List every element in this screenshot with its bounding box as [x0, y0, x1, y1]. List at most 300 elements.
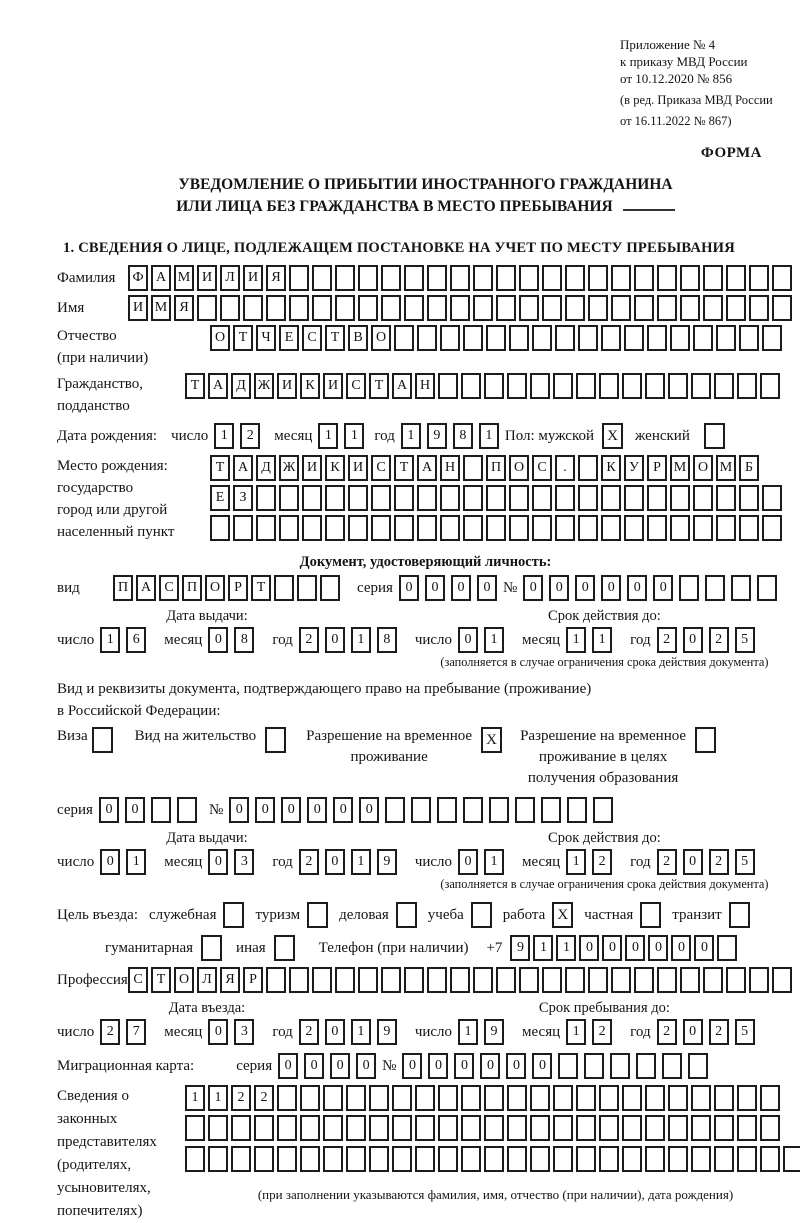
char-cell[interactable] — [688, 1053, 708, 1079]
char-cell[interactable] — [323, 1115, 343, 1141]
char-cell[interactable] — [463, 455, 483, 481]
char-cell[interactable]: 6 — [126, 627, 146, 653]
char-cell[interactable] — [622, 1085, 642, 1111]
char-cell[interactable] — [274, 575, 294, 601]
char-cell[interactable] — [576, 1085, 596, 1111]
char-cell[interactable] — [450, 265, 470, 291]
char-cell[interactable] — [302, 515, 322, 541]
char-cell[interactable] — [772, 967, 792, 993]
char-cell[interactable]: 0 — [627, 575, 647, 601]
char-cell[interactable] — [392, 1115, 412, 1141]
char-cell[interactable] — [289, 967, 309, 993]
char-cell[interactable]: С — [371, 455, 391, 481]
char-cell[interactable]: С — [346, 373, 366, 399]
char-cell[interactable]: 2 — [299, 627, 319, 653]
char-cell[interactable] — [266, 967, 286, 993]
char-cell[interactable] — [565, 967, 585, 993]
char-cell[interactable] — [762, 485, 782, 511]
char-cell[interactable] — [530, 1146, 550, 1172]
char-cell[interactable] — [553, 373, 573, 399]
char-cell[interactable]: К — [300, 373, 320, 399]
char-cell[interactable]: 2 — [709, 849, 729, 875]
char-cell[interactable] — [714, 1146, 734, 1172]
char-cell[interactable]: О — [205, 575, 225, 601]
char-cell[interactable]: Н — [415, 373, 435, 399]
char-cell[interactable] — [553, 1146, 573, 1172]
char-cell[interactable] — [484, 1115, 504, 1141]
char-cell[interactable]: 1 — [351, 849, 371, 875]
char-cell[interactable] — [348, 515, 368, 541]
char-cell[interactable] — [279, 485, 299, 511]
char-cell[interactable] — [415, 1085, 435, 1111]
char-cell[interactable]: 2 — [592, 849, 612, 875]
char-cell[interactable] — [542, 967, 562, 993]
char-cell[interactable]: 0 — [683, 627, 703, 653]
purpose-private-checkbox[interactable] — [640, 902, 661, 928]
char-cell[interactable] — [624, 325, 644, 351]
char-cell[interactable]: И — [323, 373, 343, 399]
char-cell[interactable] — [427, 265, 447, 291]
char-cell[interactable] — [645, 1085, 665, 1111]
char-cell[interactable] — [233, 515, 253, 541]
char-cell[interactable]: Б — [739, 455, 759, 481]
char-cell[interactable] — [210, 515, 230, 541]
char-cell[interactable] — [297, 575, 317, 601]
char-cell[interactable]: 0 — [602, 935, 622, 961]
char-cell[interactable] — [440, 325, 460, 351]
char-cell[interactable] — [714, 1115, 734, 1141]
char-cell[interactable] — [381, 967, 401, 993]
char-cell[interactable] — [484, 373, 504, 399]
char-cell[interactable] — [279, 515, 299, 541]
char-cell[interactable]: 5 — [735, 1019, 755, 1045]
char-cell[interactable] — [486, 485, 506, 511]
char-cell[interactable]: 0 — [477, 575, 497, 601]
char-cell[interactable]: 3 — [234, 1019, 254, 1045]
char-cell[interactable] — [599, 1085, 619, 1111]
char-cell[interactable]: 0 — [425, 575, 445, 601]
char-cell[interactable]: 2 — [709, 627, 729, 653]
char-cell[interactable] — [438, 1115, 458, 1141]
char-cell[interactable]: Ж — [254, 373, 274, 399]
char-cell[interactable]: 0 — [625, 935, 645, 961]
gender-male-checkbox[interactable]: X — [602, 423, 623, 449]
char-cell[interactable] — [716, 325, 736, 351]
char-cell[interactable]: Т — [210, 455, 230, 481]
char-cell[interactable] — [691, 1085, 711, 1111]
char-cell[interactable]: 2 — [254, 1085, 274, 1111]
char-cell[interactable]: 1 — [351, 1019, 371, 1045]
char-cell[interactable] — [185, 1115, 205, 1141]
char-cell[interactable] — [243, 295, 263, 321]
char-cell[interactable] — [634, 265, 654, 291]
char-cell[interactable] — [717, 935, 737, 961]
char-cell[interactable]: О — [210, 325, 230, 351]
char-cell[interactable] — [611, 967, 631, 993]
char-cell[interactable] — [783, 1146, 800, 1172]
char-cell[interactable]: 0 — [683, 849, 703, 875]
char-cell[interactable] — [335, 295, 355, 321]
char-cell[interactable] — [645, 1115, 665, 1141]
char-cell[interactable] — [693, 485, 713, 511]
char-cell[interactable] — [714, 1085, 734, 1111]
char-cell[interactable] — [555, 515, 575, 541]
char-cell[interactable] — [486, 325, 506, 351]
char-cell[interactable]: 1 — [208, 1085, 228, 1111]
char-cell[interactable] — [542, 265, 562, 291]
char-cell[interactable]: С — [532, 455, 552, 481]
char-cell[interactable] — [509, 485, 529, 511]
char-cell[interactable] — [358, 265, 378, 291]
char-cell[interactable] — [558, 1053, 578, 1079]
char-cell[interactable] — [647, 515, 667, 541]
char-cell[interactable]: 0 — [579, 935, 599, 961]
char-cell[interactable]: К — [601, 455, 621, 481]
char-cell[interactable] — [358, 967, 378, 993]
char-cell[interactable] — [601, 485, 621, 511]
char-cell[interactable] — [325, 485, 345, 511]
char-cell[interactable] — [739, 485, 759, 511]
char-cell[interactable]: 0 — [458, 627, 478, 653]
char-cell[interactable] — [553, 1085, 573, 1111]
char-cell[interactable]: А — [417, 455, 437, 481]
char-cell[interactable] — [509, 325, 529, 351]
char-cell[interactable] — [541, 797, 561, 823]
char-cell[interactable] — [762, 515, 782, 541]
char-cell[interactable] — [427, 967, 447, 993]
char-cell[interactable] — [578, 325, 598, 351]
char-cell[interactable]: М — [716, 455, 736, 481]
char-cell[interactable] — [300, 1115, 320, 1141]
char-cell[interactable]: 8 — [234, 627, 254, 653]
char-cell[interactable] — [254, 1146, 274, 1172]
char-cell[interactable] — [584, 1053, 604, 1079]
char-cell[interactable]: 1 — [351, 627, 371, 653]
char-cell[interactable] — [772, 265, 792, 291]
char-cell[interactable]: 0 — [356, 1053, 376, 1079]
char-cell[interactable]: 9 — [427, 423, 447, 449]
char-cell[interactable]: О — [371, 325, 391, 351]
char-cell[interactable]: С — [302, 325, 322, 351]
char-cell[interactable] — [385, 797, 405, 823]
char-cell[interactable] — [463, 485, 483, 511]
char-cell[interactable] — [691, 1115, 711, 1141]
char-cell[interactable] — [588, 967, 608, 993]
char-cell[interactable] — [415, 1115, 435, 1141]
char-cell[interactable]: И — [197, 265, 217, 291]
char-cell[interactable]: 0 — [575, 575, 595, 601]
char-cell[interactable]: 0 — [648, 935, 668, 961]
char-cell[interactable]: 1 — [566, 1019, 586, 1045]
char-cell[interactable] — [484, 1085, 504, 1111]
char-cell[interactable] — [565, 265, 585, 291]
char-cell[interactable] — [438, 1085, 458, 1111]
char-cell[interactable] — [411, 797, 431, 823]
char-cell[interactable] — [463, 325, 483, 351]
char-cell[interactable]: 1 — [100, 627, 120, 653]
char-cell[interactable]: 0 — [480, 1053, 500, 1079]
char-cell[interactable] — [461, 1115, 481, 1141]
char-cell[interactable]: 1 — [318, 423, 338, 449]
char-cell[interactable] — [266, 295, 286, 321]
char-cell[interactable]: 2 — [657, 627, 677, 653]
char-cell[interactable] — [555, 485, 575, 511]
char-cell[interactable]: 1 — [566, 627, 586, 653]
char-cell[interactable]: И — [348, 455, 368, 481]
char-cell[interactable] — [177, 797, 197, 823]
char-cell[interactable] — [578, 485, 598, 511]
char-cell[interactable] — [208, 1115, 228, 1141]
char-cell[interactable]: 5 — [735, 627, 755, 653]
char-cell[interactable] — [254, 1115, 274, 1141]
char-cell[interactable]: 9 — [377, 1019, 397, 1045]
char-cell[interactable]: М — [670, 455, 690, 481]
char-cell[interactable] — [507, 1146, 527, 1172]
char-cell[interactable] — [484, 1146, 504, 1172]
char-cell[interactable]: 0 — [399, 575, 419, 601]
char-cell[interactable] — [679, 575, 699, 601]
char-cell[interactable] — [576, 1115, 596, 1141]
char-cell[interactable] — [277, 1115, 297, 1141]
char-cell[interactable] — [668, 373, 688, 399]
char-cell[interactable] — [622, 373, 642, 399]
char-cell[interactable] — [624, 515, 644, 541]
char-cell[interactable] — [473, 265, 493, 291]
purpose-business-checkbox[interactable] — [396, 902, 417, 928]
char-cell[interactable] — [647, 485, 667, 511]
char-cell[interactable] — [392, 1085, 412, 1111]
char-cell[interactable] — [737, 373, 757, 399]
char-cell[interactable]: 0 — [307, 797, 327, 823]
char-cell[interactable] — [463, 515, 483, 541]
char-cell[interactable]: И — [277, 373, 297, 399]
char-cell[interactable] — [197, 295, 217, 321]
char-cell[interactable]: 1 — [458, 1019, 478, 1045]
char-cell[interactable] — [335, 967, 355, 993]
char-cell[interactable]: 0 — [100, 849, 120, 875]
char-cell[interactable]: 0 — [333, 797, 353, 823]
char-cell[interactable] — [611, 295, 631, 321]
char-cell[interactable]: 2 — [240, 423, 260, 449]
char-cell[interactable]: 1 — [479, 423, 499, 449]
char-cell[interactable] — [381, 295, 401, 321]
char-cell[interactable] — [703, 295, 723, 321]
char-cell[interactable]: 0 — [454, 1053, 474, 1079]
char-cell[interactable]: 8 — [377, 627, 397, 653]
char-cell[interactable]: 0 — [359, 797, 379, 823]
char-cell[interactable] — [312, 265, 332, 291]
char-cell[interactable] — [576, 373, 596, 399]
char-cell[interactable] — [760, 1115, 780, 1141]
char-cell[interactable]: 2 — [299, 849, 319, 875]
char-cell[interactable]: 0 — [208, 849, 228, 875]
char-cell[interactable] — [588, 295, 608, 321]
char-cell[interactable]: И — [128, 295, 148, 321]
char-cell[interactable]: 0 — [458, 849, 478, 875]
char-cell[interactable]: 0 — [671, 935, 691, 961]
char-cell[interactable]: 0 — [325, 1019, 345, 1045]
char-cell[interactable]: 0 — [255, 797, 275, 823]
visa-checkbox[interactable] — [92, 727, 113, 753]
char-cell[interactable] — [576, 1146, 596, 1172]
char-cell[interactable] — [624, 485, 644, 511]
char-cell[interactable] — [716, 515, 736, 541]
char-cell[interactable] — [220, 295, 240, 321]
char-cell[interactable] — [438, 1146, 458, 1172]
char-cell[interactable] — [530, 373, 550, 399]
char-cell[interactable] — [693, 515, 713, 541]
char-cell[interactable]: Р — [228, 575, 248, 601]
char-cell[interactable]: И — [302, 455, 322, 481]
char-cell[interactable] — [668, 1085, 688, 1111]
char-cell[interactable] — [716, 485, 736, 511]
char-cell[interactable]: 0 — [125, 797, 145, 823]
char-cell[interactable] — [256, 485, 276, 511]
char-cell[interactable] — [737, 1146, 757, 1172]
char-cell[interactable] — [289, 295, 309, 321]
char-cell[interactable]: Т — [233, 325, 253, 351]
char-cell[interactable] — [553, 1115, 573, 1141]
char-cell[interactable] — [680, 967, 700, 993]
char-cell[interactable] — [394, 325, 414, 351]
char-cell[interactable]: 1 — [592, 627, 612, 653]
char-cell[interactable]: 1 — [126, 849, 146, 875]
char-cell[interactable] — [532, 515, 552, 541]
temp-residence-checkbox[interactable]: X — [481, 727, 502, 753]
char-cell[interactable] — [369, 1146, 389, 1172]
char-cell[interactable] — [185, 1146, 205, 1172]
char-cell[interactable] — [657, 265, 677, 291]
char-cell[interactable] — [348, 485, 368, 511]
char-cell[interactable]: Д — [256, 455, 276, 481]
char-cell[interactable] — [358, 295, 378, 321]
char-cell[interactable]: И — [243, 265, 263, 291]
char-cell[interactable] — [703, 967, 723, 993]
char-cell[interactable] — [555, 325, 575, 351]
char-cell[interactable]: 0 — [304, 1053, 324, 1079]
char-cell[interactable] — [473, 967, 493, 993]
char-cell[interactable]: Т — [394, 455, 414, 481]
char-cell[interactable]: 1 — [214, 423, 234, 449]
char-cell[interactable] — [394, 515, 414, 541]
char-cell[interactable] — [662, 1053, 682, 1079]
char-cell[interactable] — [670, 485, 690, 511]
char-cell[interactable]: О — [509, 455, 529, 481]
char-cell[interactable]: Д — [231, 373, 251, 399]
char-cell[interactable]: 1 — [401, 423, 421, 449]
char-cell[interactable] — [599, 1115, 619, 1141]
char-cell[interactable] — [739, 325, 759, 351]
char-cell[interactable]: 0 — [281, 797, 301, 823]
char-cell[interactable] — [691, 373, 711, 399]
gender-female-checkbox[interactable] — [704, 423, 725, 449]
char-cell[interactable]: 9 — [377, 849, 397, 875]
char-cell[interactable] — [772, 295, 792, 321]
char-cell[interactable]: А — [151, 265, 171, 291]
char-cell[interactable]: С — [128, 967, 148, 993]
char-cell[interactable]: 0 — [549, 575, 569, 601]
char-cell[interactable] — [346, 1115, 366, 1141]
char-cell[interactable]: Т — [325, 325, 345, 351]
char-cell[interactable]: П — [486, 455, 506, 481]
char-cell[interactable] — [762, 325, 782, 351]
char-cell[interactable]: 0 — [523, 575, 543, 601]
char-cell[interactable]: 2 — [100, 1019, 120, 1045]
char-cell[interactable] — [208, 1146, 228, 1172]
char-cell[interactable] — [371, 515, 391, 541]
char-cell[interactable]: К — [325, 455, 345, 481]
char-cell[interactable] — [277, 1085, 297, 1111]
char-cell[interactable]: 1 — [484, 849, 504, 875]
char-cell[interactable] — [461, 373, 481, 399]
char-cell[interactable]: Е — [279, 325, 299, 351]
char-cell[interactable] — [691, 1146, 711, 1172]
char-cell[interactable] — [749, 265, 769, 291]
char-cell[interactable] — [578, 455, 598, 481]
char-cell[interactable] — [565, 295, 585, 321]
char-cell[interactable]: Ч — [256, 325, 276, 351]
char-cell[interactable] — [680, 295, 700, 321]
char-cell[interactable] — [599, 373, 619, 399]
char-cell[interactable] — [726, 265, 746, 291]
char-cell[interactable]: . — [555, 455, 575, 481]
char-cell[interactable]: 0 — [506, 1053, 526, 1079]
char-cell[interactable] — [726, 295, 746, 321]
char-cell[interactable] — [312, 295, 332, 321]
char-cell[interactable]: 5 — [735, 849, 755, 875]
char-cell[interactable] — [622, 1115, 642, 1141]
char-cell[interactable]: 1 — [484, 627, 504, 653]
char-cell[interactable] — [622, 1146, 642, 1172]
char-cell[interactable] — [601, 515, 621, 541]
char-cell[interactable] — [705, 575, 725, 601]
char-cell[interactable]: 0 — [208, 1019, 228, 1045]
char-cell[interactable]: А — [136, 575, 156, 601]
char-cell[interactable] — [731, 575, 751, 601]
char-cell[interactable] — [392, 1146, 412, 1172]
char-cell[interactable] — [231, 1146, 251, 1172]
char-cell[interactable] — [417, 515, 437, 541]
char-cell[interactable] — [300, 1085, 320, 1111]
char-cell[interactable]: 9 — [510, 935, 530, 961]
temp-residence-education-checkbox[interactable] — [695, 727, 716, 753]
char-cell[interactable] — [634, 295, 654, 321]
char-cell[interactable] — [739, 515, 759, 541]
char-cell[interactable]: Л — [220, 265, 240, 291]
char-cell[interactable] — [530, 1115, 550, 1141]
char-cell[interactable] — [312, 967, 332, 993]
char-cell[interactable]: М — [174, 265, 194, 291]
char-cell[interactable]: 0 — [330, 1053, 350, 1079]
char-cell[interactable]: 1 — [533, 935, 553, 961]
char-cell[interactable] — [461, 1146, 481, 1172]
char-cell[interactable] — [593, 797, 613, 823]
char-cell[interactable]: В — [348, 325, 368, 351]
char-cell[interactable]: 2 — [709, 1019, 729, 1045]
char-cell[interactable] — [611, 265, 631, 291]
char-cell[interactable]: Н — [440, 455, 460, 481]
char-cell[interactable]: А — [233, 455, 253, 481]
char-cell[interactable] — [645, 1146, 665, 1172]
purpose-humanitarian-checkbox[interactable] — [201, 935, 222, 961]
char-cell[interactable] — [693, 325, 713, 351]
char-cell[interactable]: 0 — [402, 1053, 422, 1079]
char-cell[interactable] — [519, 265, 539, 291]
char-cell[interactable]: С — [159, 575, 179, 601]
char-cell[interactable]: А — [392, 373, 412, 399]
char-cell[interactable] — [496, 295, 516, 321]
char-cell[interactable] — [760, 373, 780, 399]
